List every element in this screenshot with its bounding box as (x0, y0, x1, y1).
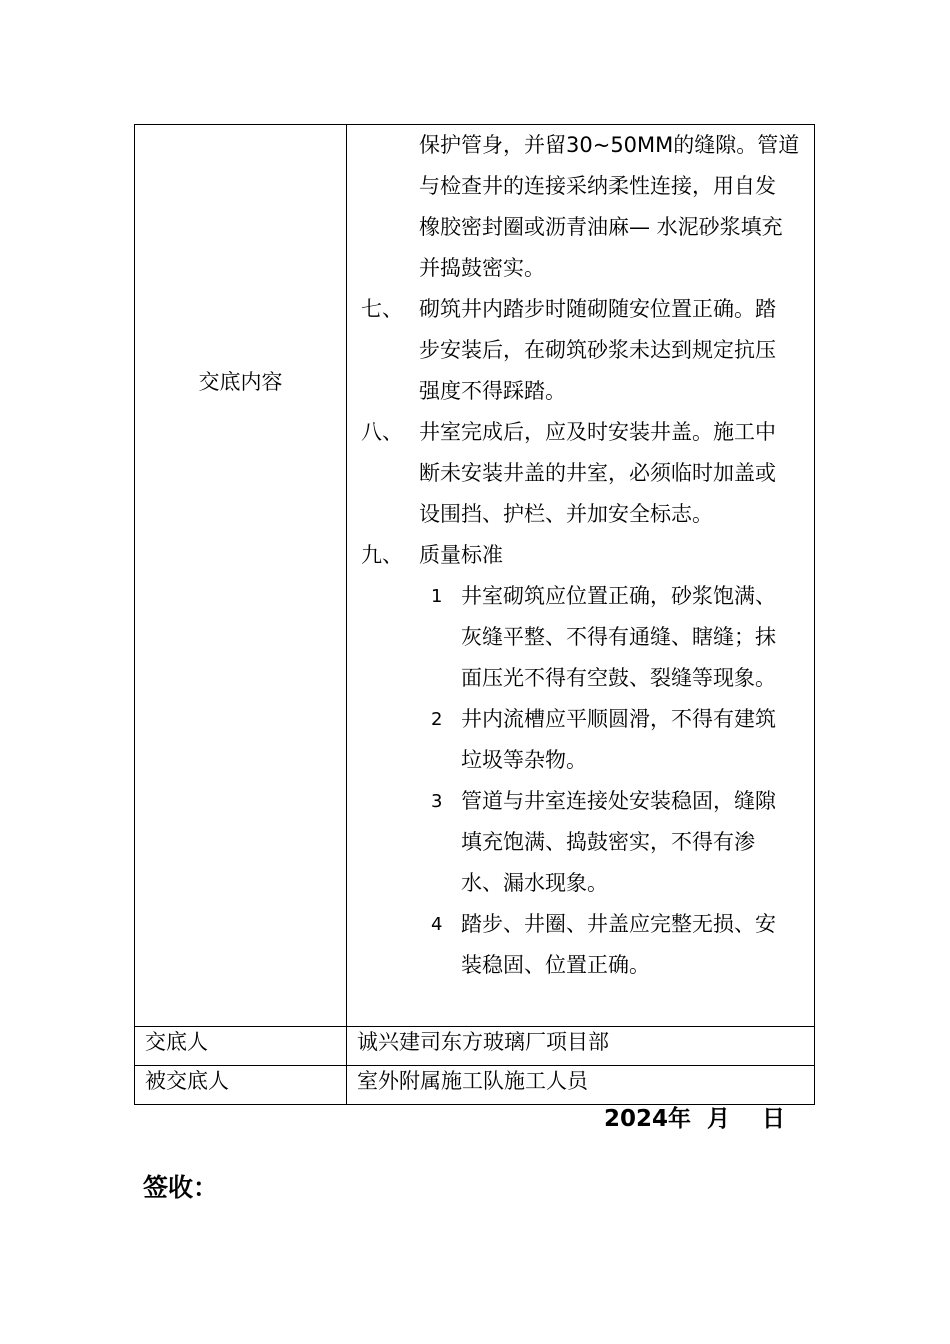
text-line: 橡胶密封圈或沥青油麻— 水泥砂浆填充 (419, 215, 783, 239)
numbered-item (361, 289, 806, 412)
numbered-item (361, 412, 806, 535)
item-number: 七、 (361, 297, 403, 321)
text-line: 垃圾等杂物。 (461, 748, 587, 772)
sub-item (361, 904, 806, 986)
discloser-row (134, 1027, 815, 1066)
text-line: 面压光不得有空鼓、裂缝等现象。 (461, 666, 776, 690)
text-line: 砌筑井内踏步时随砌随安位置正确。踏 (419, 297, 776, 321)
recipient-value: 室外附属施工队施工人员 (357, 1069, 588, 1093)
text-line: 步安装后，在砌筑砂浆未达到规定抗压 (419, 338, 776, 362)
sub-item-number: 4 (431, 914, 443, 935)
content-label-cell (135, 125, 347, 1026)
text-line: 踏步、井圈、井盖应完整无损、安 (461, 912, 776, 936)
disclosure-table (134, 124, 815, 1105)
text-line: 强度不得踩踏。 (419, 379, 566, 403)
text-line: 保护管身，并留30~50MM的缝隙。管道 (419, 133, 800, 157)
text-line: 水、漏水现象。 (461, 871, 608, 895)
sub-item-number: 2 (431, 709, 443, 730)
discloser-value: 诚兴建司东方玻璃厂项目部 (357, 1030, 609, 1054)
sub-item (361, 699, 806, 781)
content-cell (347, 125, 814, 1026)
content-label: 交底内容 (198, 369, 283, 394)
text-line: 井内流槽应平顺圆滑，不得有建筑 (461, 707, 776, 731)
item-number: 九、 (361, 543, 403, 567)
sub-item (361, 576, 806, 699)
content-row (134, 124, 815, 1027)
recipient-label: 被交底人 (135, 1066, 347, 1104)
text-line: 并捣鼓密实。 (419, 256, 545, 280)
text-line: 装稳固、位置正确。 (461, 953, 650, 977)
sign-label: 签收： (143, 1173, 219, 1202)
numbered-item (361, 535, 806, 576)
text-line: 与检查井的连接采纳柔性连接，用自发 (419, 174, 776, 198)
text-line: 质量标准 (419, 543, 503, 567)
continuation-paragraph (361, 125, 806, 289)
text-line: 管道与井室连接处安装稳固，缝隙 (461, 789, 776, 813)
item-number: 八、 (361, 420, 403, 444)
text-line: 井室完成后，应及时安装井盖。施工中 (419, 420, 776, 444)
text-line: 断未安装井盖的井室，必须临时加盖或 (419, 461, 776, 485)
text-line: 填充饱满、捣鼓密实，不得有渗 (461, 830, 755, 854)
sub-item (361, 781, 806, 904)
sub-item-number: 1 (431, 586, 443, 607)
sub-item-number: 3 (431, 791, 443, 812)
text-line: 灰缝平整、不得有通缝、瞎缝；抹 (461, 625, 776, 649)
text-line: 设围挡、护栏、并加安全标志。 (419, 502, 713, 526)
date-line: 2024年 月 日 (604, 1106, 786, 1132)
text-line: 井室砌筑应位置正确，砂浆饱满、 (461, 584, 776, 608)
discloser-label: 交底人 (135, 1027, 347, 1065)
